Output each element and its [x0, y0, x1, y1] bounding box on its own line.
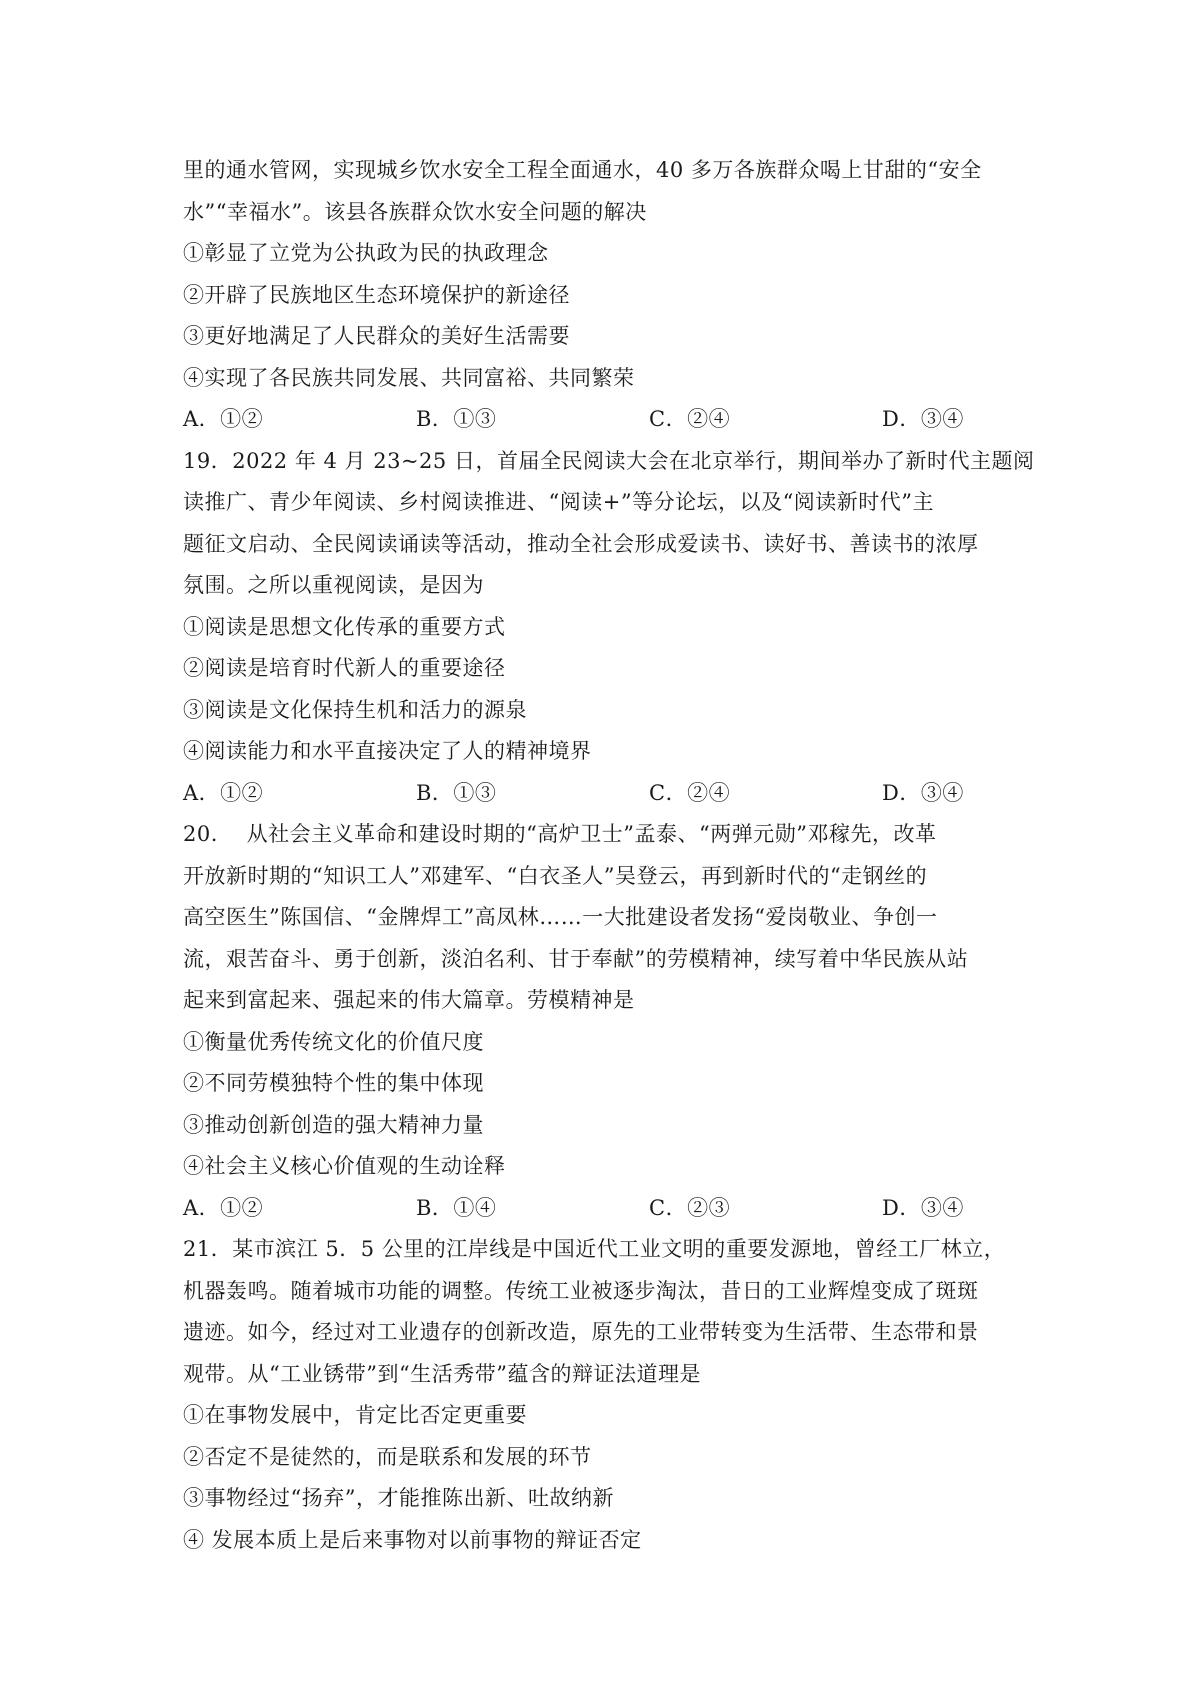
statement: ①阅读是思想文化传承的重要方式	[183, 614, 506, 639]
statement: ③推动创新创造的强大精神力量	[183, 1112, 484, 1137]
option-c: C．②③	[649, 1195, 731, 1220]
option-b: B．①④	[416, 1195, 497, 1220]
statement: ④实现了各民族共同发展、共同富裕、共同繁荣	[183, 365, 635, 390]
statement: ③事物经过“扬弃”，才能推陈出新、吐故纳新	[183, 1486, 614, 1510]
question-stem-line: 观带。从“工业锈带”到“生活秀带”蕴含的辩证法道理是	[183, 1361, 701, 1386]
answer-options	[183, 399, 1023, 441]
question-stem-line: 流，艰苦奋斗、勇于创新，淡泊名利、甘于奉献”的劳模精神，续写着中华民族从站	[183, 946, 969, 971]
question-stem-line: 氛围。之所以重视阅读，是因为	[183, 573, 484, 597]
question-stem-line: 水”“幸福水”。该县各族群众饮水安全问题的解决	[183, 199, 647, 224]
question-stem-line: 机器轰鸣。随着城市功能的调整。传统工业被逐步淘汰，昔日的工业辉煌变成了斑斑	[183, 1278, 979, 1303]
question-19	[183, 441, 1035, 815]
option-a: A．①②	[183, 407, 264, 431]
option-c: C．②④	[649, 407, 731, 431]
question-18	[183, 150, 1023, 441]
option-d: D．③④	[882, 1195, 964, 1220]
statement: ③更好地满足了人民群众的美好生活需要	[183, 324, 570, 348]
statement: ①在事物发展中，肯定比否定更重要	[183, 1403, 527, 1427]
statement: ②不同劳模独特个性的集中体现	[183, 1071, 484, 1095]
answer-options	[183, 773, 1023, 815]
option-a: A．①②	[183, 1195, 264, 1220]
option-b: B．①③	[416, 780, 497, 805]
question-stem-line: 21．某市滨江 5．5 公里的江岸线是中国近代工业文明的重要发源地，曾经工厂林立，	[183, 1237, 1006, 1261]
option-a: A．①②	[183, 780, 264, 805]
question-stem-line: 题征文启动、全民阅读诵读等活动，推动全社会形成爱读书、读好书、善读书的浓厚	[183, 531, 979, 556]
statement: ②开辟了民族地区生态环境保护的新途径	[183, 282, 570, 307]
question-stem-line: 起来到富起来、强起来的伟大篇章。劳模精神是	[183, 988, 635, 1012]
question-stem-line: 20. 从社会主义革命和建设时期的“高炉卫士”孟泰、“两弹元勋”邓稼先，改革	[183, 822, 937, 846]
statement: ②否定不是徒然的，而是联系和发展的环节	[183, 1444, 592, 1469]
question-stem-line: 遗迹。如今，经过对工业遗存的创新改造，原先的工业带转变为生活带、生态带和景	[183, 1320, 979, 1344]
option-d: D．③④	[882, 780, 964, 805]
statement: ④社会主义核心价值观的生动诠释	[183, 1154, 506, 1178]
question-stem-line: 高空医生”陈国信、“金牌焊工”高凤林……一大批建设者发扬“爱岗敬业、争创一	[183, 905, 938, 929]
answer-options	[183, 1188, 1023, 1230]
page-content	[183, 150, 1035, 1561]
question-20	[183, 814, 1023, 1229]
statement: ③阅读是文化保持生机和活力的源泉	[183, 697, 527, 722]
question-stem-line: 读推广、青少年阅读、乡村阅读推进、“阅读+”等分论坛，以及“阅读新时代”主	[183, 490, 935, 514]
option-b: B．①③	[416, 407, 497, 431]
option-d: D．③④	[882, 407, 964, 431]
question-stem-line: 里的通水管网，实现城乡饮水安全工程全面通水，40 多万各族群众喝上甘甜的“安全	[183, 158, 982, 182]
statement: ④ 发展本质上是后来事物对以前事物的辩证否定	[183, 1527, 642, 1552]
option-c: C．②④	[649, 780, 731, 805]
statement: ①衡量优秀传统文化的价值尺度	[183, 1029, 484, 1054]
question-stem-line: 开放新时期的“知识工人”邓建军、“白衣圣人”吴登云，再到新时代的“走钢丝的	[183, 863, 928, 888]
statement: ①彰显了立党为公执政为民的执政理念	[183, 241, 549, 265]
question-stem-line: 19．2022 年 4 月 23~25 日，首届全民阅读大会在北京举行，期间举办了新时代主题阅	[183, 448, 1035, 473]
statement: ④阅读能力和水平直接决定了人的精神境界	[183, 739, 592, 763]
statement: ②阅读是培育时代新人的重要途径	[183, 656, 506, 680]
question-21	[183, 1229, 1023, 1561]
